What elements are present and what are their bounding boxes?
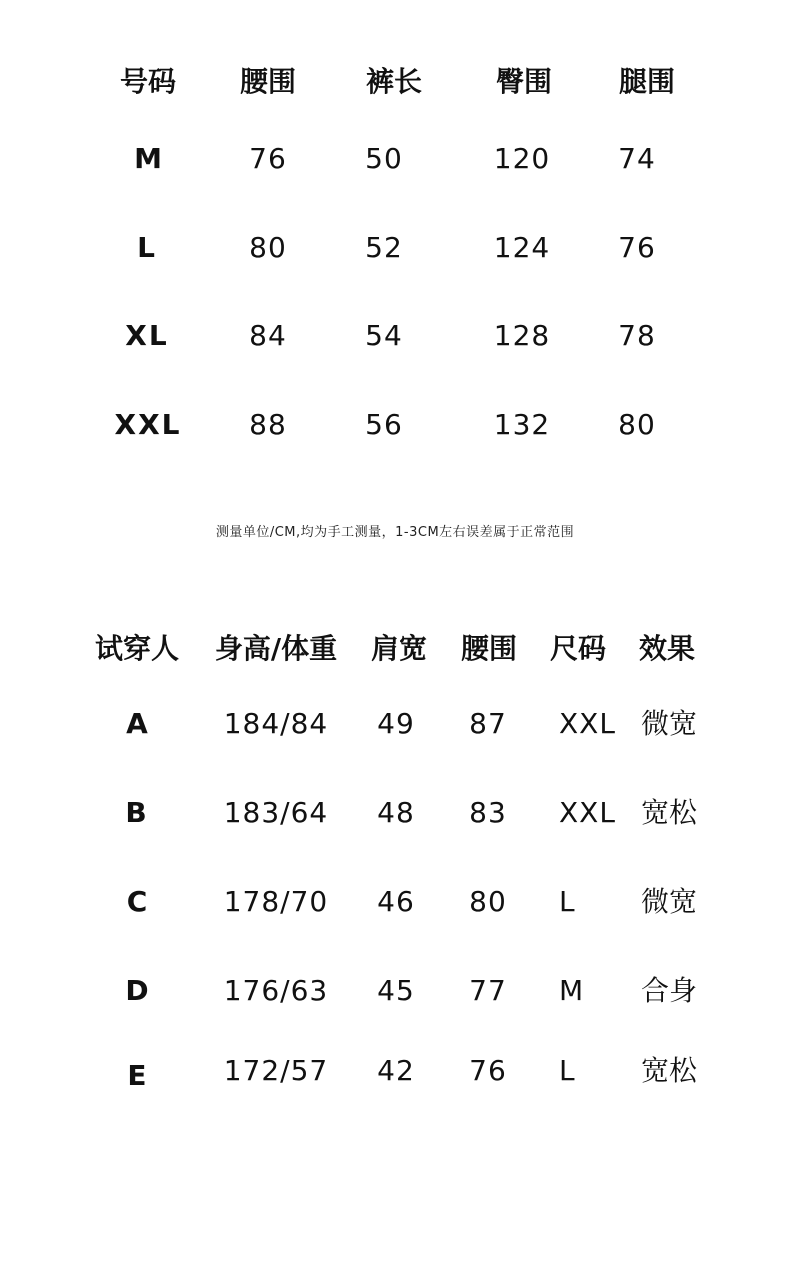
thigh-value: 80	[618, 408, 656, 441]
hip-value: 120	[493, 142, 551, 175]
waist-value: 76	[249, 142, 287, 175]
size-value: XXL	[559, 796, 616, 829]
height-weight-value: 183/64	[223, 796, 329, 829]
shoulder-value: 45	[377, 974, 415, 1007]
waist-value: 84	[249, 319, 287, 352]
effect-value: 宽松	[640, 1054, 698, 1087]
header-height-weight: 身高/体重	[214, 632, 338, 665]
waist-value: 76	[469, 1054, 507, 1087]
tester-label: E	[127, 1059, 147, 1092]
length-value: 54	[365, 319, 403, 352]
waist-value: 88	[249, 408, 287, 441]
shoulder-value: 48	[377, 796, 415, 829]
shoulder-value: 46	[377, 885, 415, 918]
size-value: XXL	[559, 707, 616, 740]
header-effect: 效果	[638, 632, 696, 665]
tester-label: B	[125, 796, 147, 829]
waist-value: 87	[469, 707, 507, 740]
hip-value: 132	[493, 408, 551, 441]
header-tester: 试穿人	[94, 632, 180, 665]
effect-value: 宽松	[640, 796, 698, 829]
size-label: XXL	[114, 408, 182, 441]
effect-value: 微宽	[640, 707, 698, 740]
header-waist: 腰围	[460, 632, 518, 665]
effect-value: 微宽	[640, 885, 698, 918]
thigh-value: 78	[618, 319, 656, 352]
tester-label: C	[126, 885, 148, 918]
header-pants-length: 裤长	[365, 65, 423, 98]
header-waist: 腰围	[239, 65, 297, 98]
header-thigh: 腿围	[618, 65, 676, 98]
header-size: 号码	[119, 65, 177, 98]
size-label: XL	[125, 319, 169, 352]
header-hip: 臀围	[495, 65, 553, 98]
header-shoulder: 肩宽	[370, 632, 428, 665]
length-value: 50	[365, 142, 403, 175]
tester-label: D	[125, 974, 149, 1007]
shoulder-value: 49	[377, 707, 415, 740]
thigh-value: 74	[618, 142, 656, 175]
size-label: M	[134, 142, 162, 175]
thigh-value: 76	[618, 231, 656, 264]
height-weight-value: 172/57	[223, 1054, 329, 1087]
effect-value: 合身	[640, 974, 698, 1007]
hip-value: 128	[493, 319, 551, 352]
measurement-note: 测量单位/CM,均为手工测量，1-3CM左右误差属于正常范围	[215, 525, 575, 540]
size-value: L	[559, 885, 576, 918]
tester-label: A	[126, 707, 148, 740]
height-weight-value: 176/63	[223, 974, 329, 1007]
waist-value: 83	[469, 796, 507, 829]
length-value: 52	[365, 231, 403, 264]
hip-value: 124	[493, 231, 551, 264]
waist-value: 80	[249, 231, 287, 264]
header-size: 尺码	[549, 632, 607, 665]
waist-value: 80	[469, 885, 507, 918]
waist-value: 77	[469, 974, 507, 1007]
length-value: 56	[365, 408, 403, 441]
size-value: M	[559, 974, 585, 1007]
height-weight-value: 184/84	[223, 707, 329, 740]
height-weight-value: 178/70	[223, 885, 329, 918]
shoulder-value: 42	[377, 1054, 415, 1087]
size-value: L	[559, 1054, 576, 1087]
size-label: L	[137, 231, 155, 264]
